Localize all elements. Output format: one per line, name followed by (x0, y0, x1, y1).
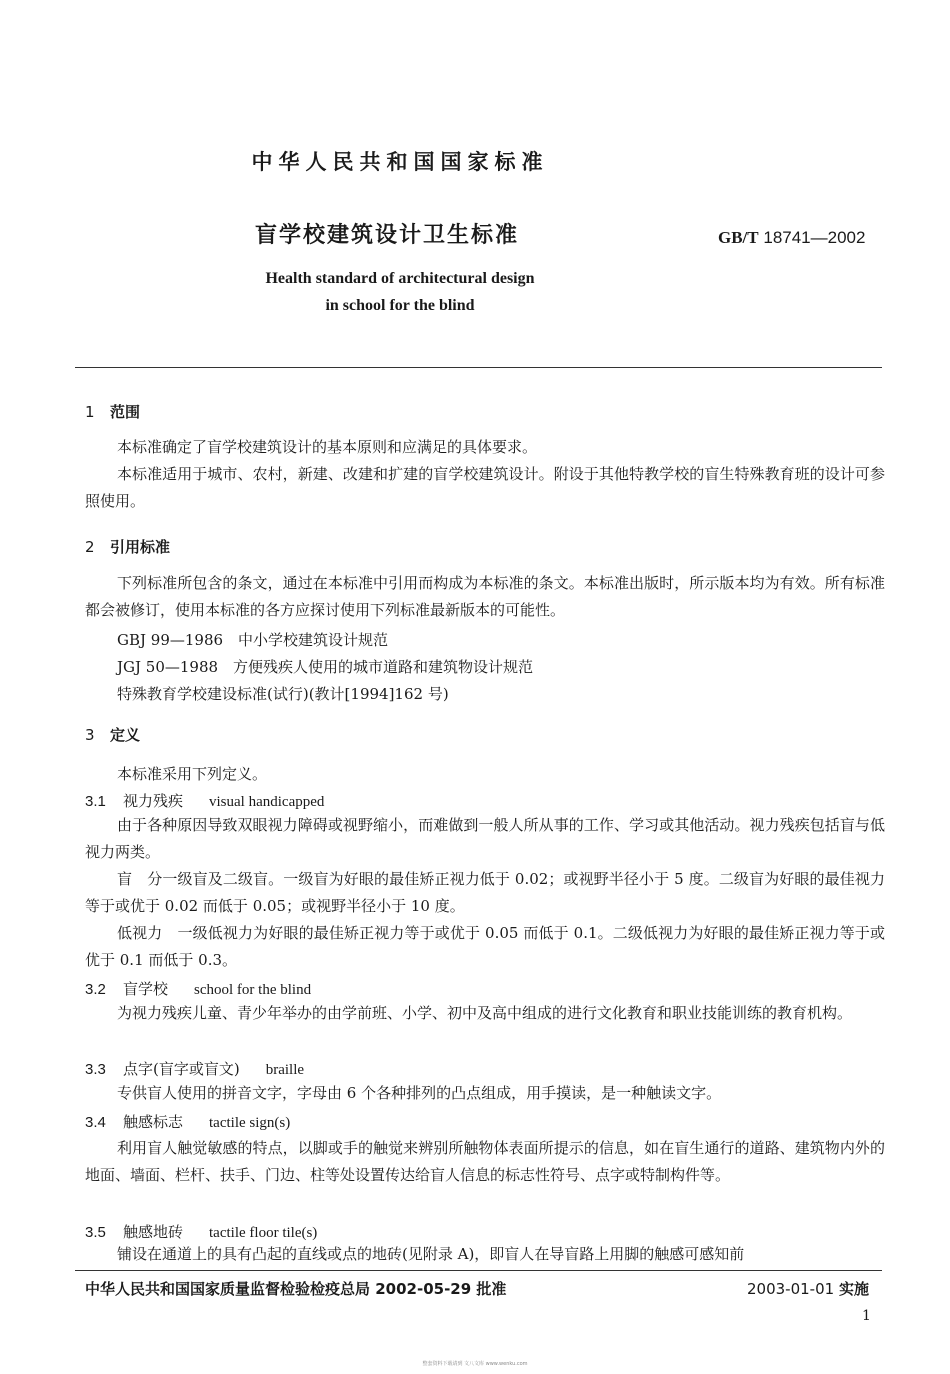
clause-number: 3.4 (85, 1114, 106, 1131)
term-cn: 视力残疾 (123, 792, 184, 810)
term-cn: 触感标志 (123, 1113, 184, 1131)
definition-3-1-paragraph-3: 低视力 一级低视力为好眼的最佳矫正视力等于或优于 0.05 而低于 0.1。二级低视力为好眼的最佳矫正视力等于或优于 0.1 而低于 0.3。 (85, 924, 886, 969)
definition-3-1-paragraph-2: 盲 分一级盲及二级盲。一级盲为好眼的最佳矫正视力低于 0.02；或视野半径小于 5 度。二级盲为好眼的最佳视力等于或优于 0.02 而低于 0.05；或视野半径小于 10 度。 (85, 870, 885, 915)
effective-date-value: 2003-01-01 (747, 1280, 835, 1298)
section-number: 2 (85, 538, 95, 556)
reference-gbj: GBJ 99—1986 中小学校建筑设计规范 (117, 631, 389, 649)
definition-3-3-heading (85, 1058, 304, 1079)
header-divider (75, 367, 882, 368)
definition-3-1-paragraph-1: 由于各种原因导致双眼视力障碍或视野缩小，而难做到一般人所从事的工作、学习或其他活动。视力残疾包括盲与低视力两类。 (85, 816, 885, 861)
section-1-paragraph-1: 本标准确定了盲学校建筑设计的基本原则和应满足的具体要求。 (117, 438, 538, 456)
reference-special-education: 特殊教育学校建设标准(试行)(教计[1994]162 号) (117, 685, 449, 703)
definition-3-5-paragraph: 铺设在通道上的具有凸起的直线或点的地砖(见附录 A)，即盲人在导盲路上用脚的触感可感知前 (117, 1245, 745, 1263)
section-2-paragraph-1: 下列标准所包含的条文，通过在本标准中引用而构成为本标准的条文。本标准出版时，所示版本均为有效。所有标准都会被修订，使用本标准的各方应探讨使用下列标准最新版本的可能性。 (85, 574, 885, 619)
section-number: 1 (85, 403, 95, 421)
definition-3-4-heading (85, 1111, 290, 1132)
term-en: tactile sign(s) (209, 1115, 291, 1131)
term-cn: 盲学校 (123, 980, 169, 998)
effective-date (747, 1278, 869, 1299)
section-2-heading (85, 536, 170, 557)
section-1-paragraph-2: 本标准适用于城市、农村，新建、改建和扩建的盲学校建筑设计。附设于其他特教学校的盲生特殊教育班的设计可参照使用。 (85, 465, 885, 510)
standard-code: 18741—2002 (763, 228, 866, 247)
section-title: 范围 (110, 403, 141, 421)
section-1-heading (85, 401, 140, 422)
section-3-heading (85, 724, 140, 745)
definition-3-1-heading (85, 790, 324, 811)
term-en: visual handicapped (209, 794, 325, 810)
term-cn: 触感地砖 (123, 1223, 184, 1241)
clause-number: 3.2 (85, 981, 106, 998)
definition-3-3-paragraph: 专供盲人使用的拼音文字，字母由 6 个各种排列的凸点组成，用手摸读，是一种触读文字。 (117, 1084, 722, 1102)
definition-3-5-heading (85, 1221, 317, 1242)
section-title: 引用标准 (110, 538, 171, 556)
standard-prefix: GB/T (718, 228, 759, 247)
term-en: braille (265, 1062, 305, 1078)
term-cn: 点字(盲字或盲文) (123, 1060, 240, 1078)
issuing-body-header: 中华人民共和国国家标准 (251, 150, 549, 174)
term-en: tactile floor tile(s) (209, 1225, 318, 1241)
section-3-intro: 本标准采用下列定义。 (117, 765, 268, 783)
section-number: 3 (85, 726, 95, 744)
definition-3-2-paragraph: 为视力残疾儿童、青少年举办的由学前班、小学、初中及高中组成的进行文化教育和职业技能训练的教育机构。 (117, 1004, 853, 1022)
clause-number: 3.5 (85, 1224, 106, 1241)
term-en: school for the blind (194, 982, 312, 998)
definition-3-4-paragraph: 利用盲人触觉敏感的特点，以脚或手的触觉来辨别所触物体表面所提示的信息，如在盲生通行的道路、建筑物内外的地面、墙面、栏杆、扶手、门边、柱等处设置传达给盲人信息的标志性符号、点字或特制构件等。 (85, 1139, 885, 1184)
section-title: 定义 (110, 726, 141, 744)
clause-number: 3.3 (85, 1061, 106, 1078)
document-title-en-line2: in school for the blind (325, 297, 475, 314)
effective-label: 实施 (838, 1280, 869, 1298)
approval-statement: 中华人民共和国国家质量监督检验检疫总局 2002-05-29 批准 (85, 1280, 507, 1298)
definition-3-2-heading (85, 978, 311, 999)
footer-divider (75, 1270, 882, 1271)
document-title-en-line1: Health standard of architectural design (265, 270, 535, 287)
standard-number (718, 228, 865, 248)
watermark-text: 整套资料下载请到 文八文库 www.wenku.com (422, 1361, 528, 1367)
clause-number: 3.1 (85, 793, 106, 810)
document-title-cn: 盲学校建筑设计卫生标准 (255, 223, 520, 248)
reference-jgj: JGJ 50—1988 方便残疾人使用的城市道路和建筑物设计规范 (117, 658, 534, 676)
page-number: 1 (862, 1308, 871, 1324)
